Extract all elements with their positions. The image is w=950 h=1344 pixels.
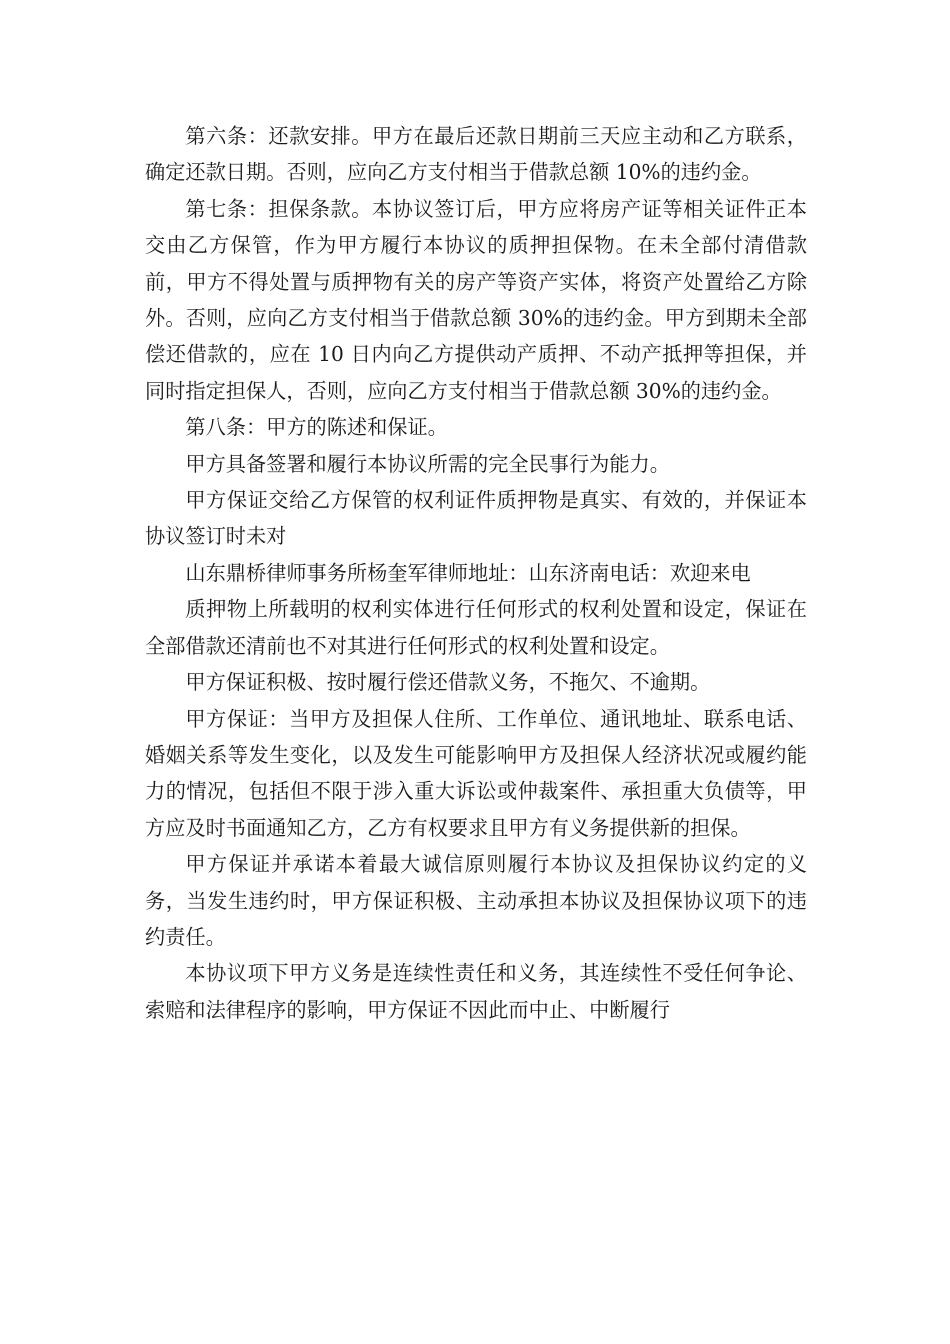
paragraph-good-faith: 甲方保证并承诺本着最大诚信原则履行本协议及担保协议约定的义务，当发生违约时，甲方保证积极、主动承担本协议及担保协议项下的违约责任。 [145,852,807,949]
paragraph-notification-duty: 甲方保证：当甲方及担保人住所、工作单位、通讯地址、联系电话、婚姻关系等发生变化，以及发生可能影响甲方及担保人经济状况或履约能力的情况，包括但不限于涉入重大诉讼或仲裁案件、承担重大负债等，甲方应及时书面通知乙方，乙方有权要求且甲方有义务提供新的担保。 [145,706,807,840]
paragraph-article-7: 第七条：担保条款。本协议签订后，甲方应将房产证等相关证件正本交由乙方保管，作为甲方履行本协议的质押担保物。在未全部付清借款前，甲方不得处置与质押物有关的房产等资产实体，将资产处置给乙方除外。否则，应向乙方支付相当于借款总额 30%的违约金。甲方到期未全部偿还借款的，应在 10 日内向乙方提供动产质押、不动产抵押等担保，并同时指定担保人，否则，应向乙方支付相当于借款总额 30%的违约金。 [145,196,807,403]
paragraph-pledge-rights: 质押物上所载明的权利实体进行任何形式的权利处置和设定，保证在全部借款还清前也不对其进行任何形式的权利处置和设定。 [145,597,807,658]
paragraph-pledge-guarantee: 甲方保证交给乙方保管的权利证件质押物是真实、有效的，并保证本协议签订时未对 [145,488,807,549]
paragraph-continuing-obligation: 本协议项下甲方义务是连续性责任和义务，其连续性不受任何争论、索赔和法律程序的影响，甲方保证不因此而中止、中断履行 [145,961,807,1022]
paragraph-law-firm-footer: 山东鼎桥律师事务所杨奎军律师地址：山东济南电话：欢迎来电 [185,560,751,585]
paragraph-capacity: 甲方具备签署和履行本协议所需的完全民事行为能力。 [185,451,670,476]
paragraph-article-8-heading: 第八条：甲方的陈述和保证。 [185,415,448,440]
paragraph-repayment-duty: 甲方保证积极、按时履行偿还借款义务，不拖欠、不逾期。 [185,670,711,695]
paragraph-article-6: 第六条：还款安排。甲方在最后还款日期前三天应主动和乙方联系，确定还款日期。否则，应向乙方支付相当于借款总额 10%的违约金。 [145,124,807,185]
document-body [145,118,807,1028]
